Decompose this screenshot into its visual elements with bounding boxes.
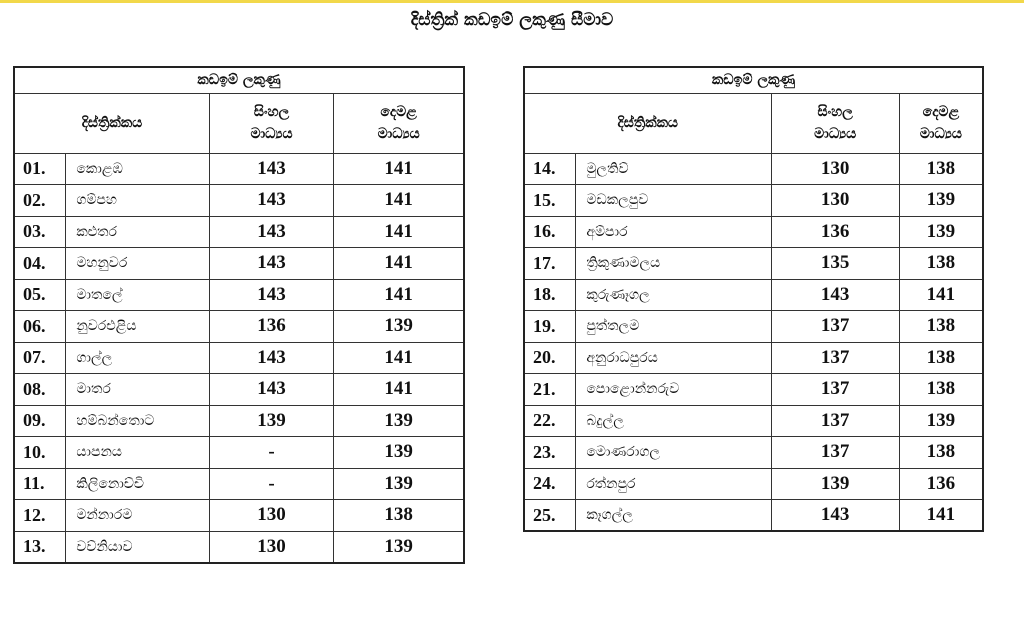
tamil-cutoff: 138 [899,311,983,343]
tamil-cutoff: 141 [334,279,464,311]
row-number: 16. [524,216,576,248]
sinhala-cutoff: 130 [209,531,333,563]
tamil-cutoff: 139 [899,185,983,217]
sinhala-medium-header [209,93,333,153]
tamil-cutoff: 138 [899,248,983,280]
district-header: දිස්ත්‍රික්කය [524,93,771,153]
table-row [14,311,464,343]
table-row [524,311,983,343]
sinhala-cutoff: 143 [209,153,333,185]
district-name: මාතලේ [66,279,210,311]
sinhala-header-line1: සිංහල [253,104,290,120]
sinhala-header-line2: මාධ්‍යය [250,126,293,142]
district-name: පුත්තලම [576,311,771,343]
tamil-cutoff: 139 [899,216,983,248]
sinhala-cutoff: 130 [209,500,333,532]
district-name: ත්‍රිකුණාමලය [576,248,771,280]
sinhala-cutoff: 143 [771,279,899,311]
tamil-cutoff: 139 [899,405,983,437]
row-number: 18. [524,279,576,311]
table-row [14,531,464,563]
tamil-header-line1: දෙමළ [380,104,417,120]
table-row [14,468,464,500]
tamil-cutoff: 141 [334,374,464,406]
row-number: 20. [524,342,576,374]
row-number: 01. [14,153,66,185]
cutoff-marks-header: කඩඉම් ලකුණු [14,67,464,93]
sinhala-header-line1: සිංහල [817,104,853,120]
district-name: කෑගල්ල [576,500,771,532]
row-number: 14. [524,153,576,185]
table-row [14,185,464,217]
sinhala-medium-header [771,93,899,153]
sinhala-cutoff: 137 [771,311,899,343]
sinhala-cutoff: 137 [771,374,899,406]
tamil-cutoff: 139 [334,311,464,343]
tamil-cutoff: 136 [899,468,983,500]
sinhala-cutoff: 137 [771,405,899,437]
district-name: රත්නපුර [576,468,771,500]
row-number: 11. [14,468,66,500]
tamil-cutoff: 138 [899,374,983,406]
tamil-cutoff: 139 [334,437,464,469]
row-number: 04. [14,248,66,280]
tamil-cutoff: 138 [899,437,983,469]
sinhala-cutoff: 136 [209,311,333,343]
cutoff-table-left [13,66,465,564]
table-row [524,468,983,500]
district-name: අනුරාධපුරය [576,342,771,374]
tamil-cutoff: 139 [334,405,464,437]
tamil-header-line1: දෙමළ [922,104,960,120]
sinhala-cutoff: 143 [209,342,333,374]
row-number: 05. [14,279,66,311]
tamil-medium-header [899,93,983,153]
district-name: යාපනය [66,437,210,469]
table-row [14,153,464,185]
district-name: කොළඹ [66,153,210,185]
district-name: අම්පාර [576,216,771,248]
row-number: 17. [524,248,576,280]
row-number: 09. [14,405,66,437]
row-number: 06. [14,311,66,343]
table-row [14,500,464,532]
district-name: මන්නාරම [66,500,210,532]
tamil-header-line2: මාධ්‍යය [377,126,420,142]
district-name: වව්නියාව [66,531,210,563]
district-name: මොණරාගල [576,437,771,469]
tamil-cutoff: 138 [899,342,983,374]
district-name: ගම්පහ [66,185,210,217]
row-number: 03. [14,216,66,248]
cutoff-table-right [523,66,984,532]
sinhala-cutoff: - [209,468,333,500]
table-row [524,405,983,437]
district-name: කිලිනොච්චි [66,468,210,500]
district-name: මහනුවර [66,248,210,280]
district-name: නුවරඑළිය [66,311,210,343]
table-row [524,342,983,374]
table-row [14,437,464,469]
table-row [524,374,983,406]
sinhala-header-line2: මාධ්‍යය [814,126,857,142]
sinhala-cutoff: 136 [771,216,899,248]
sinhala-cutoff: 139 [209,405,333,437]
page-title: දිස්ත්‍රික් කඩඉම් ලකුණු සීමාව [410,10,614,30]
tamil-medium-header [334,93,464,153]
table-row [524,500,983,532]
table-row [14,342,464,374]
tamil-cutoff: 141 [899,279,983,311]
sinhala-cutoff: 135 [771,248,899,280]
sinhala-cutoff: 143 [771,500,899,532]
row-number: 07. [14,342,66,374]
sinhala-cutoff: 130 [771,185,899,217]
sinhala-cutoff: 139 [771,468,899,500]
row-number: 15. [524,185,576,217]
tamil-cutoff: 141 [334,248,464,280]
tamil-cutoff: 139 [334,468,464,500]
district-name: මුලතිව් [576,153,771,185]
sinhala-cutoff: 137 [771,437,899,469]
row-number: 23. [524,437,576,469]
row-number: 13. [14,531,66,563]
district-name: බදුල්ල [576,405,771,437]
row-number: 12. [14,500,66,532]
sinhala-cutoff: - [209,437,333,469]
table-row [14,216,464,248]
district-name: ගාල්ල [66,342,210,374]
sinhala-cutoff: 143 [209,279,333,311]
table-row [524,216,983,248]
table-row [524,437,983,469]
row-number: 08. [14,374,66,406]
row-number: 22. [524,405,576,437]
table-row [524,279,983,311]
table-row [14,374,464,406]
row-number: 25. [524,500,576,532]
tamil-cutoff: 139 [334,531,464,563]
district-name: කුරුණෑගල [576,279,771,311]
tamil-cutoff: 141 [334,216,464,248]
sinhala-cutoff: 143 [209,374,333,406]
tamil-cutoff: 138 [899,153,983,185]
district-header: දිස්ත්‍රික්කය [14,93,209,153]
district-name: මඩකලපුව [576,185,771,217]
sinhala-cutoff: 143 [209,248,333,280]
row-number: 21. [524,374,576,406]
sinhala-cutoff: 143 [209,185,333,217]
tamil-cutoff: 138 [334,500,464,532]
right-table-body [524,153,983,531]
cutoff-marks-header: කඩඉම් ලකුණු [524,67,983,93]
district-name: මාතර [66,374,210,406]
district-name: කළුතර [66,216,210,248]
tamil-cutoff: 141 [899,500,983,532]
row-number: 02. [14,185,66,217]
sinhala-cutoff: 130 [771,153,899,185]
row-number: 10. [14,437,66,469]
table-row [524,248,983,280]
tamil-header-line2: මාධ්‍යය [919,126,962,142]
district-name: හම්බන්තොට [66,405,210,437]
left-table-body [14,153,464,563]
top-border-line [0,0,1024,3]
table-row [14,248,464,280]
tamil-cutoff: 141 [334,342,464,374]
tamil-cutoff: 141 [334,185,464,217]
table-row [524,153,983,185]
tamil-cutoff: 141 [334,153,464,185]
sinhala-cutoff: 143 [209,216,333,248]
row-number: 19. [524,311,576,343]
table-row [524,185,983,217]
row-number: 24. [524,468,576,500]
district-name: පොළොන්නරුව [576,374,771,406]
sinhala-cutoff: 137 [771,342,899,374]
table-row [14,405,464,437]
table-row [14,279,464,311]
